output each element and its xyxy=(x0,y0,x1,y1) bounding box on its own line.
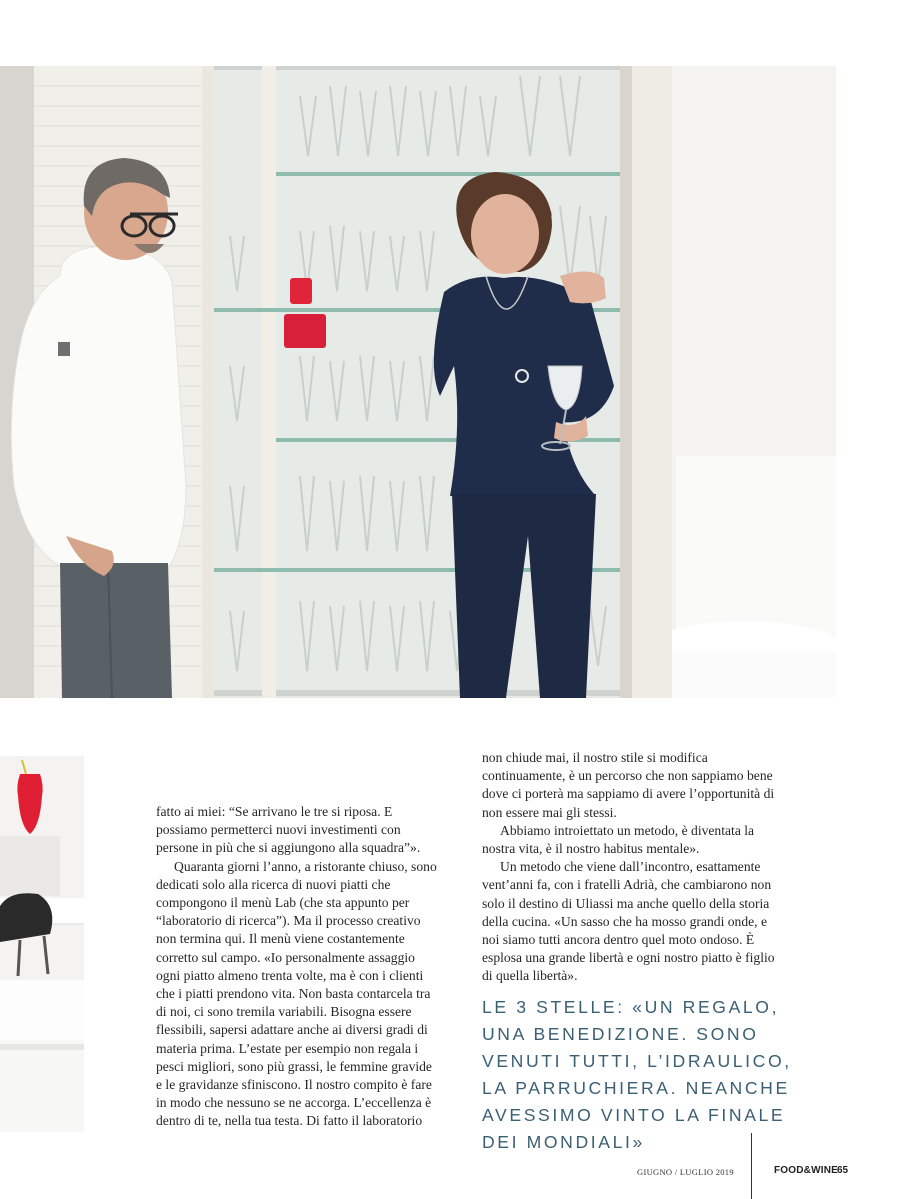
paragraph: Un metodo che viene dall’incontro, esattamente vent’anni fa, con i fratelli Adrià, che cambiarono non solo il destino di Uliassi ma anche quello della storia della cucina. «Un sasso che ha mosso grandi onde, e noi siamo tutti ancora dentro quel moto ondoso. È esplosa una grande libertà e ogni nostro piatto è figlio di quella libertà». xyxy=(482,859,775,984)
article-column-left xyxy=(156,803,438,1131)
chef-and-sommelier-illustration xyxy=(0,66,836,698)
magazine-logo: FOOD&WINE xyxy=(774,1165,839,1176)
side-photo xyxy=(0,756,84,1132)
footer-divider xyxy=(751,1133,752,1199)
paragraph: fatto ai miei: “Se arrivano le tre si riposa. E possiamo permetterci nuovi investimenti con persone in più che si aggiungono alla squadra”». xyxy=(156,804,421,856)
paragraph: Quaranta giorni l’anno, a ristorante chiuso, sono dedicati solo alla ricerca di nuovi piatti che compongono il menù Lab (che sta appunto per “laboratorio di ricerca”). Ma il processo creativo non termina qui. Il menù viene costantemente corretto sul campo. «Io personalmente assaggio ogni piatto almeno trenta volte, ma è con i clienti che i piatti prendono vita. Non basta contarcela tra di noi, ci sono tremila variabili. Bisogna essere flessibili, sapersi adattare anche ai diversi gradi di materia prima. L’estate per esempio non regala i pesci migliori, sono più grassi, le femmine gravide e le gravidanze sfiniscono. Il nostro compito è fare in modo che nessuno se ne accorga. L’eccellenza è dentro di te, nella tua testa. Di fatto il laboratorio xyxy=(156,858,437,1129)
table-setting-illustration xyxy=(0,756,84,1132)
page-number: 65 xyxy=(837,1165,849,1176)
paragraph: Abbiamo introiettato un metodo, è diventata la nostra vita, è il nostro habitus mentale». xyxy=(482,822,755,857)
paragraph: non chiude mai, il nostro stile si modifica continuamente, è un percorso che non sappiamo bene dove ci porterà ma sappiamo di avere l’opportunità di non essere mai gli stessi. xyxy=(482,750,775,820)
article-column-right xyxy=(482,749,782,986)
pull-quote: LE 3 STELLE: «UN REGALO, UNA BENEDIZIONE. SONO VENUTI TUTTI, L’IDRAULICO, LA PARRUCHIERA. NEANCHE AVESSIMO VINTO LA FINALE DEI MONDIALI» xyxy=(482,997,792,1152)
issue-date: GIUGNO / LUGLIO 2019 xyxy=(637,1167,734,1177)
main-photo xyxy=(0,66,836,698)
